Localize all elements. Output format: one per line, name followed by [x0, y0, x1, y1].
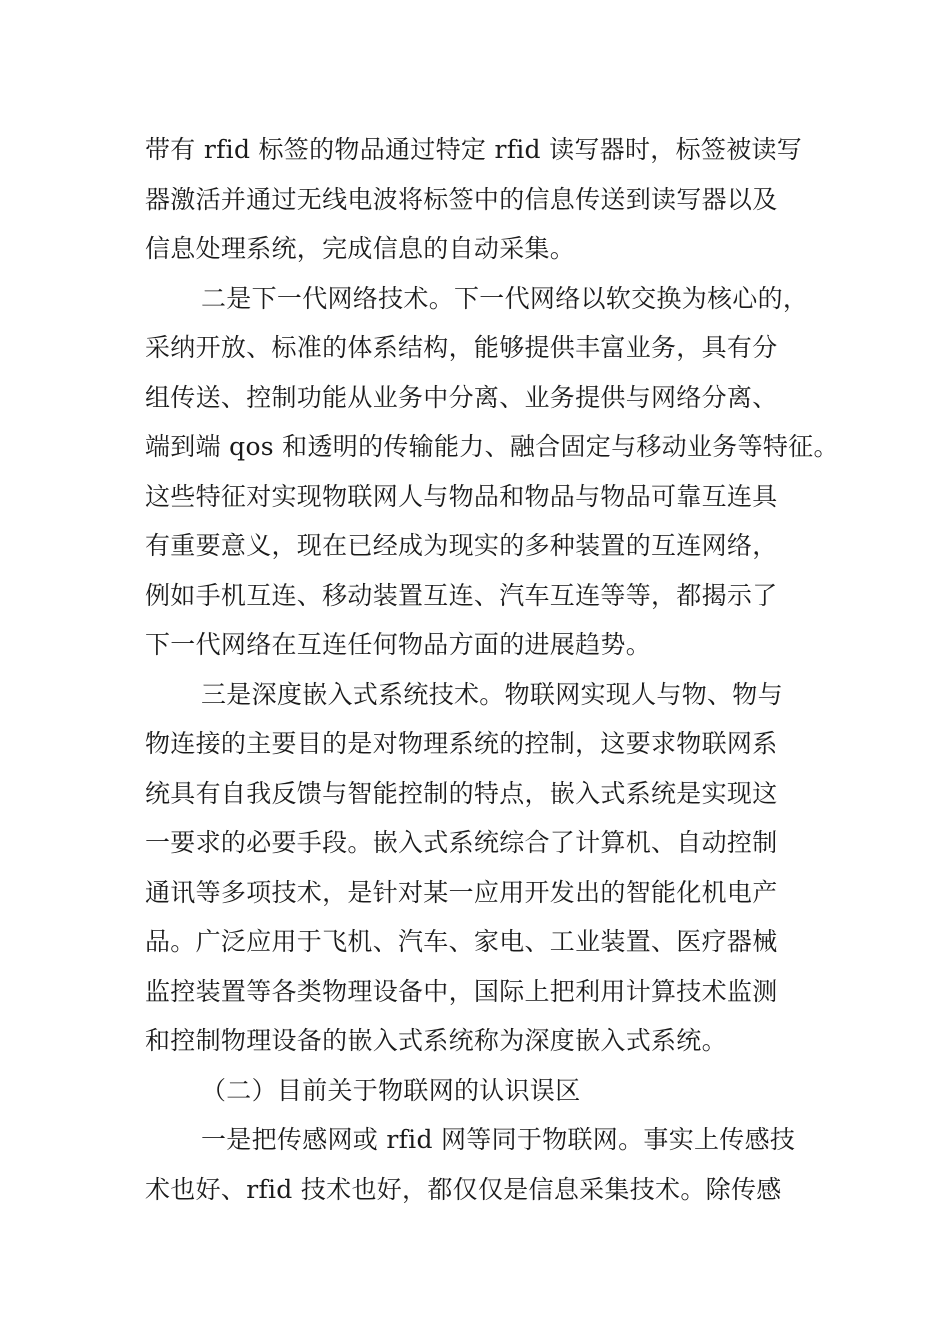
text-line: 监控装置等各类物理设备中，国际上把利用计算技术监测 [145, 976, 778, 1006]
text-line: 术也好、rfid 技术也好，都仅仅是信息采集技术。除传感 [145, 1174, 782, 1204]
text-line: 一要求的必要手段。嵌入式系统综合了计算机、自动控制 [145, 828, 778, 857]
text-line: 和控制物理设备的嵌入式系统称为深度嵌入式系统。 [145, 1026, 727, 1055]
text-line: 带有 rfid 标签的物品通过特定 rfid 读写器时，标签被读写 [145, 135, 803, 164]
text-line: 这些特征对实现物联网人与物品和物品与物品可靠互连具 [145, 481, 778, 511]
text-line: 物连接的主要目的是对物理系统的控制，这要求物联网系 [145, 729, 778, 758]
text-line: 端到端 qos 和透明的传输能力、融合固定与移动业务等特征。 [145, 432, 839, 461]
text-line: 例如手机互连、移动装置互连、汽车互连等等，都揭示了 [145, 580, 778, 610]
text-line: 器激活并通过无线电波将标签中的信息传送到读写器以及 [145, 184, 778, 214]
text-line: 采纳开放、标准的体系结构，能够提供丰富业务，具有分 [145, 333, 778, 362]
text-line: 有重要意义，现在已经成为现实的多种装置的互连网络， [145, 531, 778, 560]
section-heading: （二）目前关于物联网的认识误区 [201, 1075, 581, 1105]
text-line: 统具有自我反馈与智能控制的特点，嵌入式系统是实现这 [145, 778, 778, 808]
paragraph-start-line: 三是深度嵌入式系统技术。物联网实现人与物、物与 [201, 679, 783, 709]
text-line: 通讯等多项技术，是针对某一应用开发出的智能化机电产 [145, 877, 778, 907]
text-line: 下一代网络在互连任何物品方面的进展趋势。 [145, 630, 652, 659]
text-line: 品。广泛应用于飞机、汽车、家电、工业装置、医疗器械 [145, 927, 778, 956]
paragraph-start-line: 二是下一代网络技术。下一代网络以软交换为核心的， [201, 283, 809, 313]
text-line: 信息处理系统，完成信息的自动采集。 [145, 234, 576, 263]
paragraph-start-line: 一是把传感网或 rfid 网等同于物联网。事实上传感技 [201, 1125, 796, 1154]
text-line: 组传送、控制功能从业务中分离、业务提供与网络分离、 [145, 382, 778, 412]
document-body [145, 125, 839, 1214]
